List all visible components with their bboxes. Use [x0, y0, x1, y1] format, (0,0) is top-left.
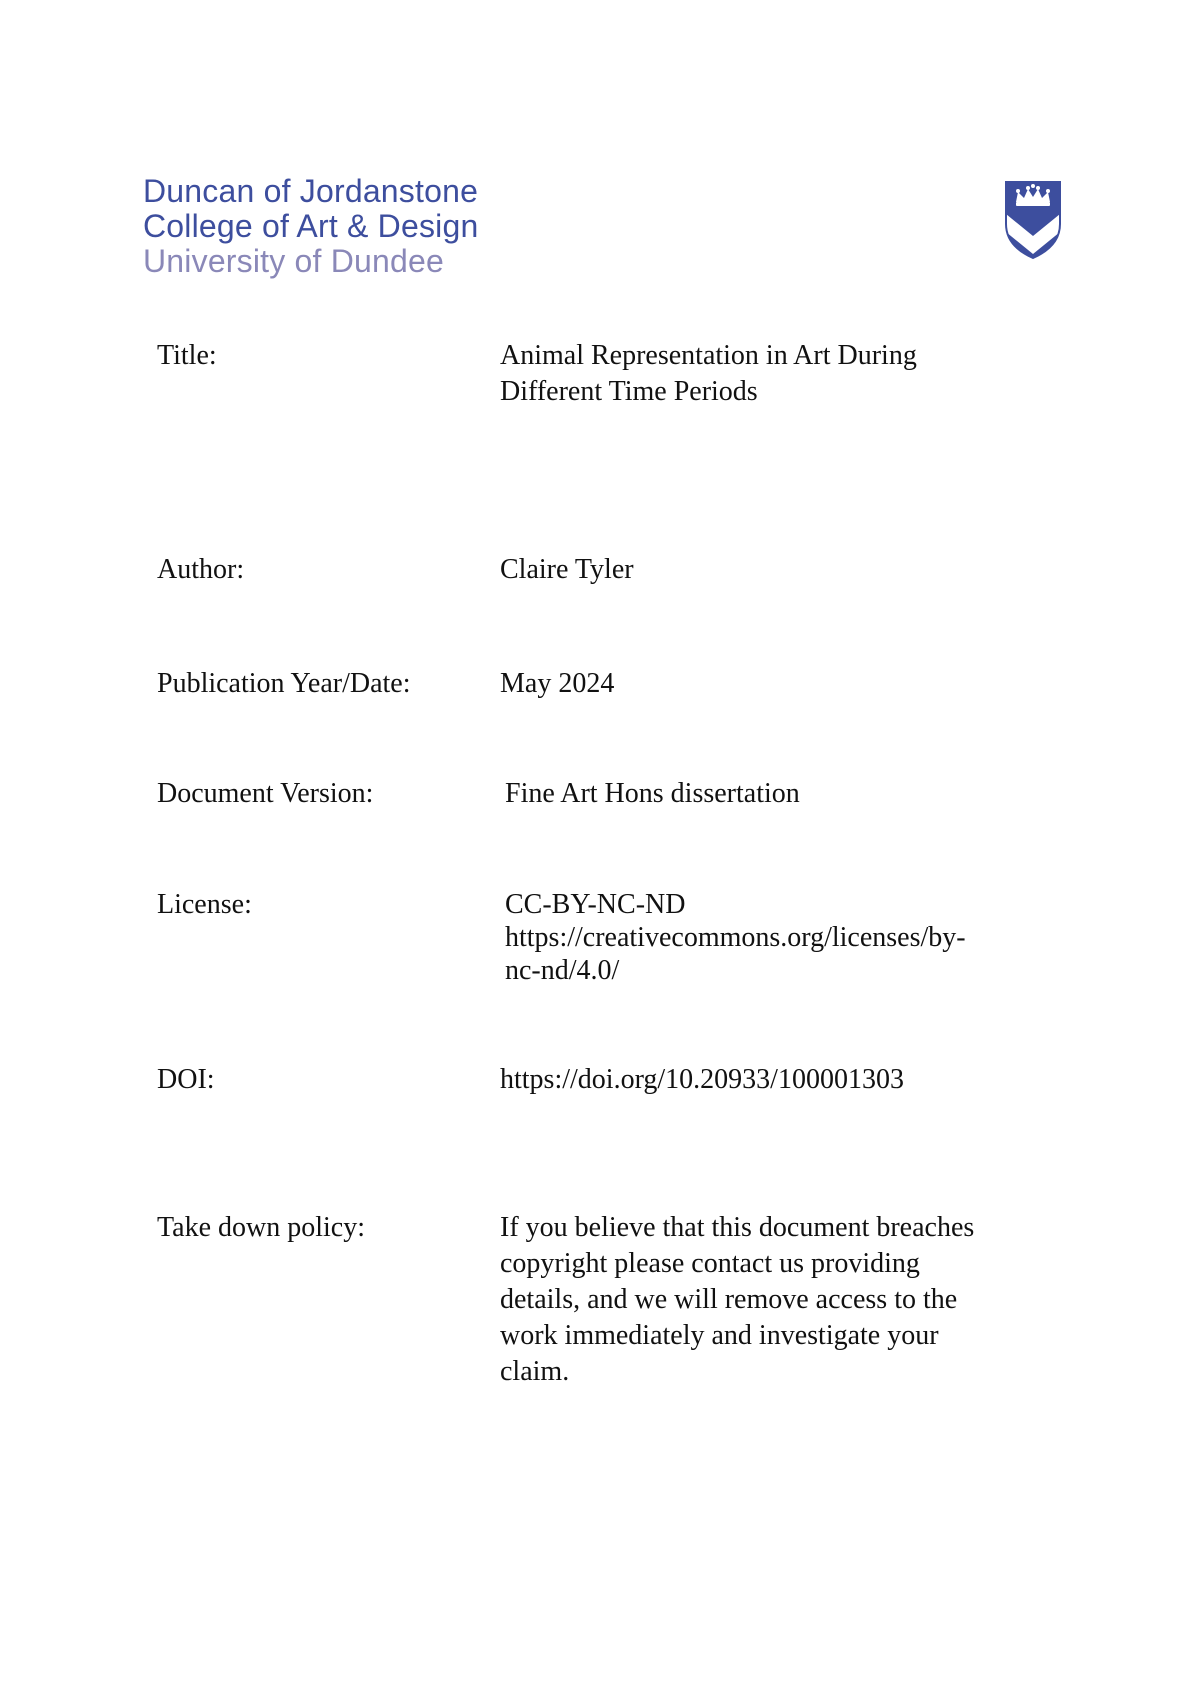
field-license-value	[505, 888, 1065, 987]
field-publication-value	[500, 666, 1060, 702]
field-license-url-line: https://creativecommons.org/licenses/by-	[505, 922, 966, 953]
logo-line-university: University of Dundee	[143, 243, 445, 279]
logo-line-college: College of Art & Design	[143, 208, 479, 244]
field-version-value	[505, 776, 1065, 812]
field-doi-label: DOI:	[157, 1064, 215, 1095]
field-takedown-value-line: copyright please contact us providing	[500, 1248, 920, 1279]
logo-line-duncan: Duncan of Jordanstone	[143, 173, 479, 209]
field-doi-value-line: https://doi.org/10.20933/100001303	[500, 1064, 904, 1095]
field-takedown-label: Take down policy:	[157, 1212, 365, 1243]
institution-logo	[143, 174, 478, 279]
field-author-value-line: Claire Tyler	[500, 554, 634, 585]
field-license-label: License:	[157, 889, 252, 920]
university-of-dundee-crest-icon	[1004, 180, 1062, 260]
field-title-label: Title:	[157, 340, 217, 371]
field-takedown-value	[500, 1210, 1060, 1390]
field-takedown-value-line: details, and we will remove access to the	[500, 1284, 958, 1315]
field-version-label: Document Version:	[157, 778, 374, 809]
field-author-label: Author:	[157, 554, 245, 585]
field-publication-label: Publication Year/Date:	[157, 668, 411, 699]
field-takedown-value-line: work immediately and investigate your	[500, 1320, 939, 1351]
field-doi-value	[500, 1062, 1060, 1098]
field-license-value-line: CC-BY-NC-ND	[505, 889, 686, 920]
field-takedown-value-line: If you believe that this document breaches	[500, 1212, 975, 1243]
field-title-value-line: Animal Representation in Art During	[500, 340, 917, 371]
field-title-value	[500, 338, 1060, 410]
field-takedown-value-line: claim.	[500, 1356, 570, 1387]
field-publication-value-line: May 2024	[500, 668, 615, 699]
field-license-url-line: nc-nd/4.0/	[505, 955, 620, 986]
field-version-value-line: Fine Art Hons dissertation	[505, 778, 800, 809]
field-author-value	[500, 552, 1060, 588]
field-title-value-line: Different Time Periods	[500, 376, 758, 407]
